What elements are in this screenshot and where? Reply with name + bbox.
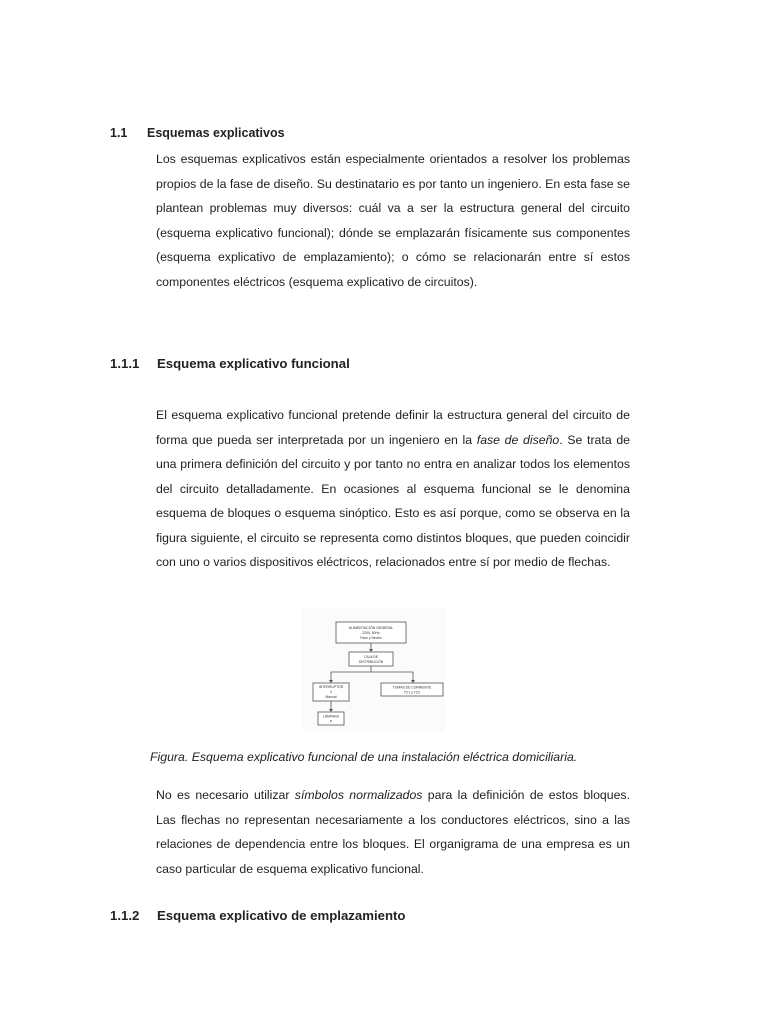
text-run: No es necesario utilizar (156, 788, 295, 802)
section-title: Esquemas explicativos (147, 126, 285, 140)
subsection-title: Esquema explicativo de emplazamiento (157, 908, 406, 923)
subsection-number: 1.1.1 (110, 356, 140, 371)
arrow-icon (329, 680, 333, 683)
figure-caption: Figura. Esquema explicativo funcional de una instalación eléctrica domiciliaria. (150, 750, 578, 764)
diagram-text: DISTRIBUCIÓN (358, 660, 384, 664)
subsection-heading-functional (110, 356, 350, 371)
notes-paragraph (156, 783, 630, 881)
functional-paragraph (156, 403, 630, 575)
section-number: 1.1 (110, 126, 128, 140)
block-diagram (303, 608, 445, 732)
diagram-text: CAJA DE (363, 655, 379, 659)
diagram-text: 220V, 50Hz (362, 631, 380, 635)
arrow-icon (411, 680, 415, 683)
diagram-text: LÁMPARA (323, 714, 339, 719)
subsection-number: 1.1.2 (110, 908, 140, 923)
diagram-text: I/ (330, 690, 332, 694)
emphasis-text: fase de diseño (476, 432, 560, 447)
arrow-icon (369, 649, 373, 652)
text-run: . Se trata de una primera definición del circuito y por tanto no entra en analizar todos los elementos del circuito detalladamente. En ocasiones al esquema funcional se le denomina esquema de bloques o esquema sinóptico. Esto es así porque, como se observa en la figura siguiente, el circuito se representa como distintos bloques, que pueden coincidir con uno o varios dispositivos eléctricos, relacionados entre sí por medio de flechas. (156, 432, 630, 569)
section-heading (110, 126, 285, 140)
diagram-text: Manual (325, 695, 337, 699)
text-run: El esquema explicativo funcional pretende definir la estructura general del circuito de forma que pueda ser interpretada por un ingeniero en la (156, 408, 630, 447)
diagram-text: Fase y Neutro (360, 636, 382, 640)
diagram-text: INTERRUPTOR (318, 685, 344, 689)
diagram-text: TOMAS DE CORRIENTE (392, 685, 432, 690)
emphasis-text: símbolos normalizados (294, 788, 423, 802)
subsection-heading-location (110, 908, 405, 923)
arrow-icon (329, 709, 333, 712)
subsection-title: Esquema explicativo funcional (157, 356, 350, 371)
diagram-text: P (329, 719, 333, 724)
block-diagram-figure (303, 608, 445, 732)
text-run: para la definición de estos bloques. Las flechas no representan necesariamente a los conductores eléctricos, sino a las relaciones de dependencia entre los bloques. El organigrama de una empresa es un caso particular de esquema explicativo funcional. (156, 788, 630, 876)
diagram-text: TC1 y TC2 (403, 690, 421, 695)
diagram-text: ALIMENTACIÓN GENERAL (348, 626, 394, 630)
intro-paragraph: Los esquemas explicativos están especialmente orientados a resolver los problemas propios de la fase de diseño. Su destinatario es por tanto un ingeniero. En esta fase se plantean problemas muy diversos: cuál va a ser la estructura general del circuito (esquema explicativo funcional); dónde se emplazarán físicamente sus componentes (esquema explicativo de emplazamiento); o cómo se relacionarán entre sí estos componentes eléctricos (esquema explicativo de circuitos). (156, 152, 630, 289)
